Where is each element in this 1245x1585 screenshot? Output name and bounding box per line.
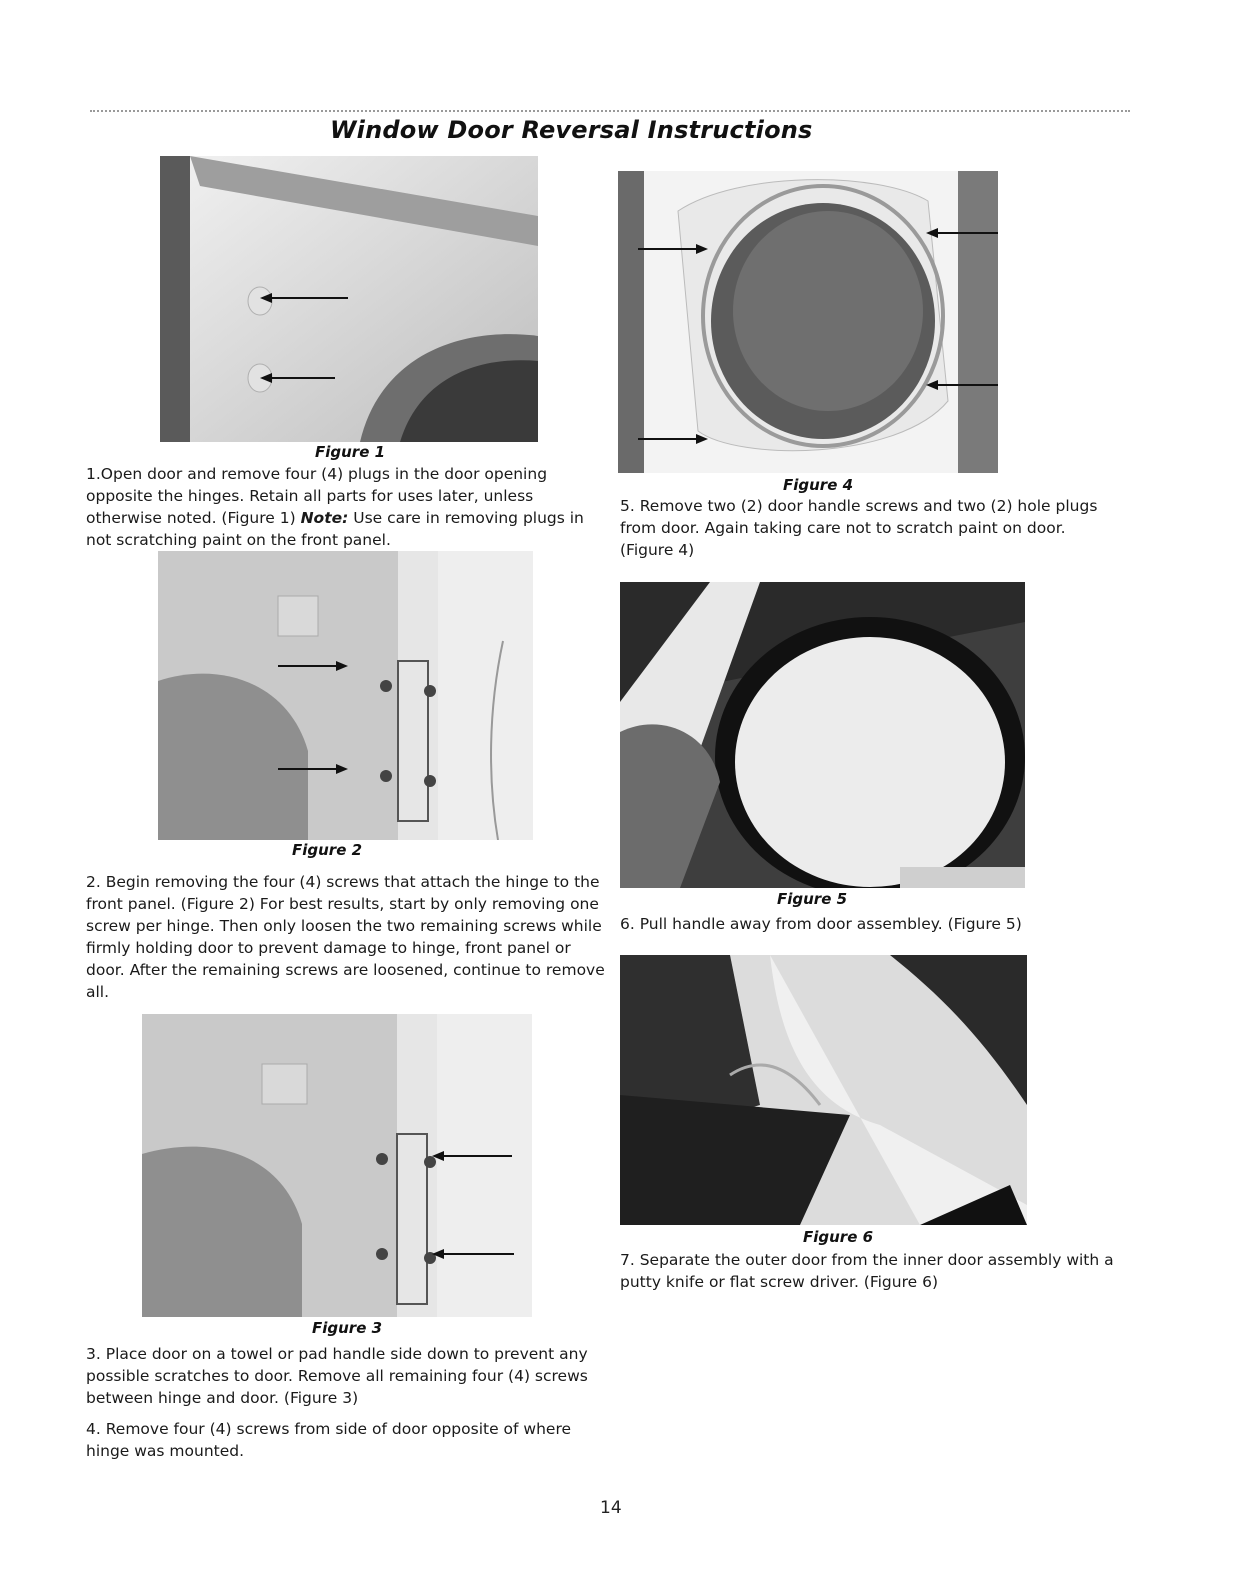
figure-6-caption: Figure 6	[803, 1228, 874, 1246]
step-3-text: 3. Place door on a towel or pad handle side down to prevent any possible scratches to door. Remove all remaining four (4) screws between hinge and door. (Figure 3)	[86, 1345, 588, 1407]
figure-4-caption: Figure 4	[783, 476, 854, 494]
step-1-text-b: Use care in removing plugs in not scratching paint on the front panel.	[86, 509, 584, 549]
figure-2-photo	[158, 551, 533, 840]
figure-5-photo	[620, 582, 1025, 888]
step-1-note-label: Note:	[300, 509, 349, 527]
page-title: Window Door Reversal Instructions	[330, 116, 813, 144]
step-4-text: 4. Remove four (4) screws from side of door opposite of where hinge was mounted.	[86, 1420, 572, 1460]
step-1-text	[86, 463, 596, 551]
figure-1-caption: Figure 1	[315, 443, 386, 461]
page-number: 14	[600, 1498, 622, 1518]
step-1-text-a: 1.Open door and remove four (4) plugs in the door opening opposite the hinges. Retain all parts for uses later, unless otherwise noted. (Figure 1)	[86, 465, 548, 527]
figure-3-photo	[142, 1014, 532, 1317]
figure-1-photo	[160, 156, 538, 442]
step-2-text: 2. Begin removing the four (4) screws that attach the hinge to the front panel. (Figure 2) For best results, start by only removing one screw per hinge. Then only loosen the two remaining screws while firmly holding door to prevent damage to hinge, front panel or door. After the remaining screws are loosened, continue to remove all.	[86, 873, 605, 1001]
step-5-text: 5. Remove two (2) door handle screws and two (2) hole plugs from door. Again taking care not to scratch paint on door. (Figure 4)	[620, 497, 1098, 559]
header-rule	[90, 110, 1130, 112]
figure-5-caption: Figure 5	[777, 890, 848, 908]
figure-2-caption: Figure 2	[292, 841, 363, 859]
step-7-text: 7. Separate the outer door from the inner door assembly with a putty knife or flat screw driver. (Figure 6)	[620, 1251, 1114, 1291]
step-6-text: 6. Pull handle away from door assembley. (Figure 5)	[620, 915, 1022, 933]
figure-3-caption: Figure 3	[312, 1319, 383, 1337]
figure-4-photo	[618, 171, 998, 473]
figure-6-photo	[620, 955, 1027, 1225]
